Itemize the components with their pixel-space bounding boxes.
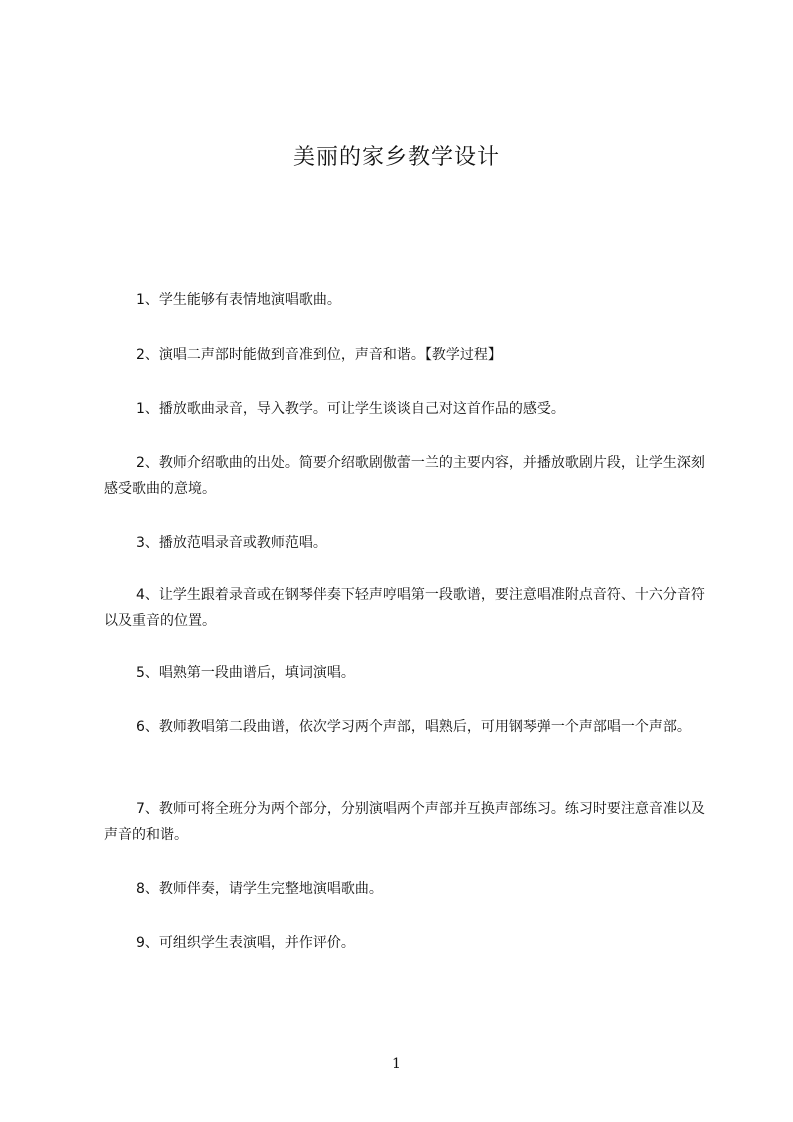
paragraph-4: 2、教师介绍歌曲的出处。简要介绍歌剧傲蕾一兰的主要内容，并播放歌剧片段，让学生深刻感受歌曲的意境。: [104, 455, 705, 497]
paragraph-10: 8、教师伴奏，请学生完整地演唱歌曲。: [136, 881, 383, 897]
paragraph-1: 1、学生能够有表情地演唱歌曲。: [136, 292, 341, 308]
document-title: 美丽的家乡教学设计: [292, 145, 500, 170]
paragraph-7: 5、唱熟第一段曲谱后，填词演唱。: [136, 665, 355, 681]
paragraph-9: 7、教师可将全班分为两个部分，分别演唱两个声部并互换声部练习。练习时要注意音准以及声音的和谐。: [104, 801, 705, 843]
paragraph-2: 2、演唱二声部时能做到音准到位，声音和谐。【教学过程】: [136, 347, 502, 363]
paragraph-8: 6、教师教唱第二段曲谱，依次学习两个声部，唱熟后，可用钢琴弹一个声部唱一个声部。: [136, 719, 691, 735]
page-number: 1: [392, 1056, 401, 1072]
paragraph-3: 1、播放歌曲录音，导入教学。可让学生谈谈自己对这首作品的感受。: [136, 401, 565, 417]
paragraph-11: 9、可组织学生表演唱，并作评价。: [136, 935, 355, 951]
paragraph-6: 4、让学生跟着录音或在钢琴伴奏下轻声哼唱第一段歌谱，要注意唱准附点音符、十六分音符以及重音的位置。: [104, 587, 705, 629]
paragraph-5: 3、播放范唱录音或教师范唱。: [136, 535, 327, 551]
